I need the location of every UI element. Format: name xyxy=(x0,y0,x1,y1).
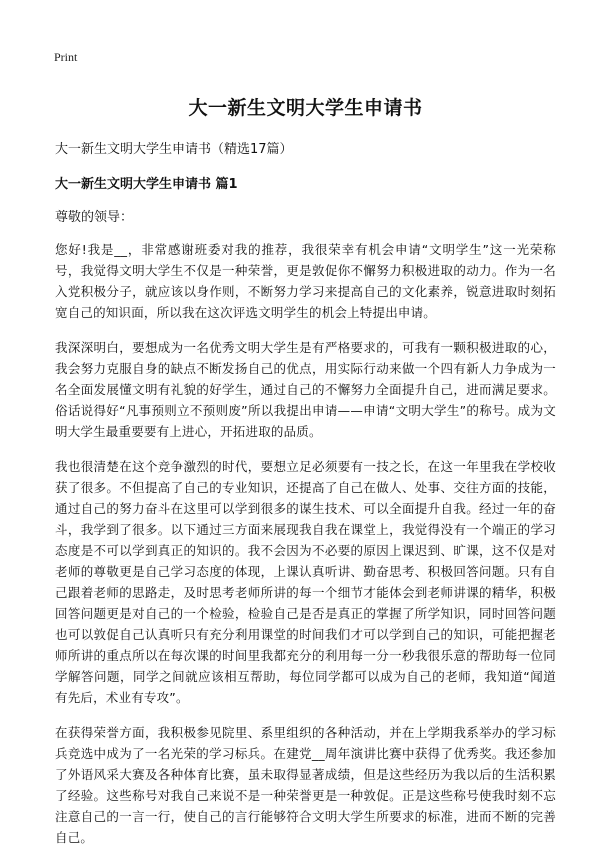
section-heading: 大一新生文明大学生申请书 篇1 xyxy=(55,177,238,192)
body-paragraph-1: 您好!我是__，非常感谢班委对我的推荐，我很荣幸有机会申请“文明学生”这一光荣称号，我觉得文明大学生不仅是一种荣誉，更是敦促你不懈努力积极进取的动力。作为一名入党积极分子，就应该以身作则，不断努力学习来提高自己的文化素养，锐意进取时刻拓宽自己的知识面，所以我在这次评选文明学生的机会上特提出申请。 xyxy=(55,242,556,320)
document-title: 大一新生文明大学生申请书 xyxy=(188,97,423,119)
body-paragraph-3: 我也很清楚在这个竞争激烈的时代，要想立足必须要有一技之长，在这一年里我在学校收获了很多。不但提高了自己的专业知识，还提高了自己在做人、处事、交往方面的技能，通过自己的努力奋斗在这里可以学到很多的谋生技术、可以全面提升自我。经过一年的奋斗，我学到了很多。以下通过三方面来展现我自我在课堂上，我觉得没有一个端正的学习态度是不可以学到真正的知识的。我不会因为不必要的原因上课迟到、旷课，这不仅是对老师的尊敬更是自己学习态度的体现，上课认真听讲、勤奋思考、积极回答问题。只有自己跟着老师的思路走，及时思考老师所讲的每一个细节才能体会到老师讲课的精华，积极回答问题更是对自己的一个检验，检验自己是否是真正的掌握了所学知识，同时回答问题也可以敦促自己认真听只有充分利用课堂的时间我们才可以学到自己的知识，可能把握老师所讲的重点所以在每次课的时间里我都充分的利用每一分一秒我很乐意的帮助每一位同学解答问题，同学之间就应该相互帮助，每位同学都可以成为自己的老师，我知道“闻道有先后，术业有专攻”。 xyxy=(55,459,556,705)
body-paragraph-2: 我深深明白，要想成为一名优秀文明大学生是有严格要求的，可我有一颗积极进取的心，我会努力克服自身的缺点不断发扬自己的优点，用实际行动来做一个四有新人力争成为一名全面发展懂文明有礼貌的好学生，通过自己的不懈努力全面提升自己，进而满足要求。俗话说得好“凡事预则立不预则废”所以我提出申请——申请“文明大学生”的称号。成为文明大学生最重要要有上进心，开拓进取的品质。 xyxy=(55,340,556,439)
print-link[interactable]: Print xyxy=(54,50,78,64)
salutation: 尊敬的领导： xyxy=(55,210,134,225)
body-paragraph-4: 在获得荣誉方面，我积极参见院里、系里组织的各种活动，并在上学期我系举办的学习标兵竞选中成为了一名光荣的学习标兵。在建党__周年演讲比赛中获得了优秀奖。我还参加了外语风采大赛及各种体育比赛，虽未取得显著成绩，但是这些经历为我以后的生活积累了经验。这些称号对我自己来说不是一种荣誉更是一种敦促。正是这些称号使我时刻不忘注意自己的一言一行，使自己的言行能够符合文明大学生所要求的标准，进而不断的完善自己。 xyxy=(55,725,556,845)
document-subtitle: 大一新生文明大学生申请书（精选17篇） xyxy=(55,142,293,157)
